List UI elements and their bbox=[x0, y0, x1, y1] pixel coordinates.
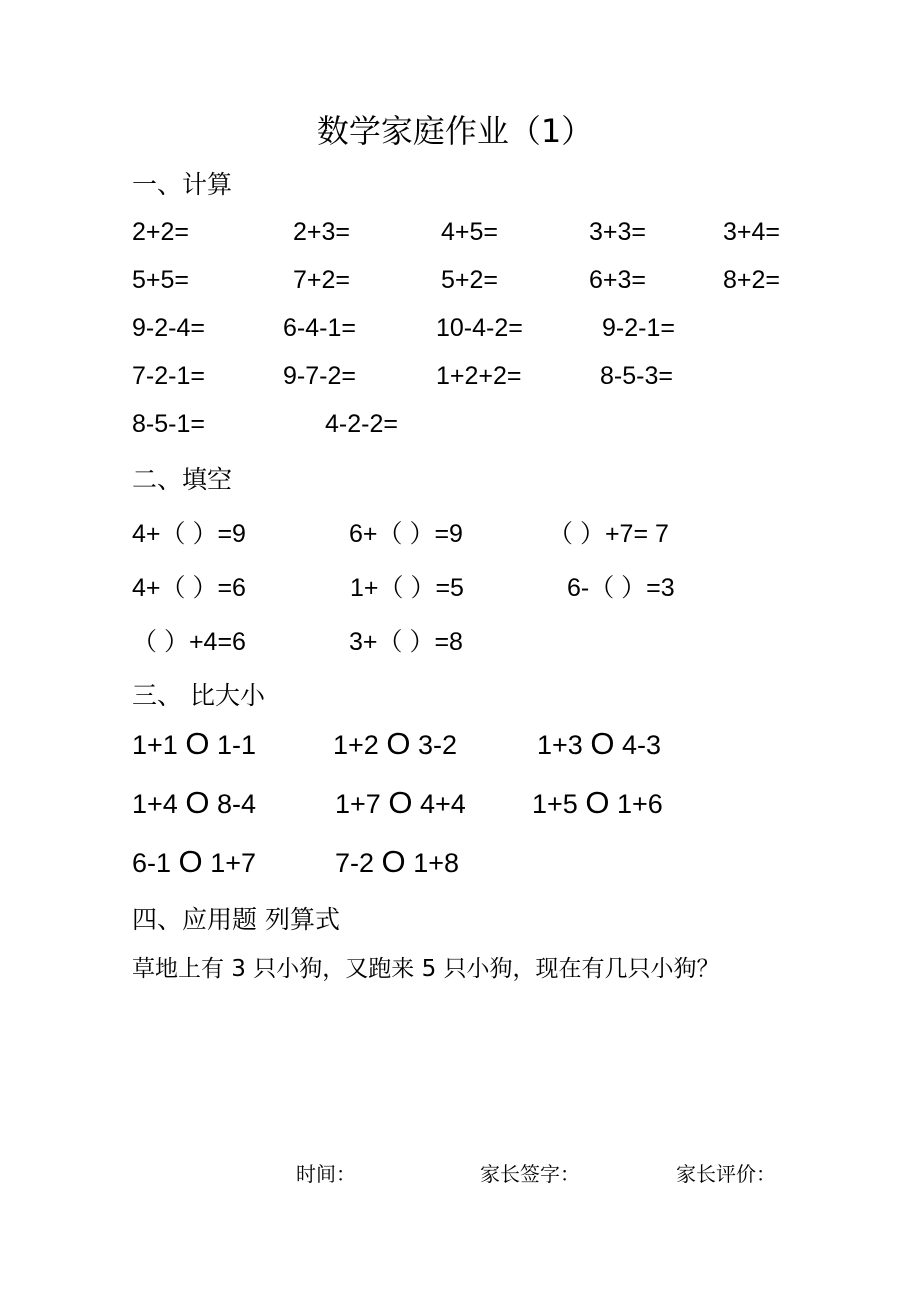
compare-right: 4-3 bbox=[621, 730, 661, 760]
calc-item: 9-2-1= bbox=[602, 314, 675, 342]
calc-item: 2+3= bbox=[293, 218, 351, 246]
footer-time-label: 时间： bbox=[296, 1162, 356, 1186]
compare-right: 8-4 bbox=[216, 789, 256, 819]
calc-item: 8-5-3= bbox=[600, 362, 673, 390]
fill-item: （ ）+7= 7 bbox=[548, 520, 669, 548]
compare-right: 4+4 bbox=[419, 789, 466, 819]
calc-item: 1+2+2= bbox=[436, 362, 522, 390]
compare-item bbox=[132, 726, 256, 762]
calc-item: 2+2= bbox=[132, 218, 190, 246]
compare-right: 1-1 bbox=[216, 730, 256, 760]
compare-left: 1+5 bbox=[532, 789, 578, 819]
calc-item: 6+3= bbox=[589, 266, 647, 294]
compare-circle: O bbox=[386, 726, 411, 761]
fill-item: （ ）+4=6 bbox=[132, 628, 246, 656]
calc-item: 10-4-2= bbox=[436, 314, 523, 342]
compare-right: 1+6 bbox=[616, 789, 663, 819]
section-1-heading: 一、计算 bbox=[132, 170, 233, 199]
compare-circle: O bbox=[185, 726, 210, 761]
page-title: 数学家庭作业（1） bbox=[316, 112, 594, 150]
compare-left: 1+3 bbox=[537, 730, 583, 760]
footer-parent-sign-label: 家长签字： bbox=[480, 1162, 580, 1186]
compare-item bbox=[537, 726, 661, 762]
fill-item: 4+（ ）=6 bbox=[132, 574, 246, 602]
calc-item: 3+4= bbox=[723, 218, 781, 246]
compare-left: 6-1 bbox=[132, 848, 172, 878]
compare-left: 7-2 bbox=[335, 848, 375, 878]
compare-left: 1+7 bbox=[335, 789, 381, 819]
section-4-heading: 四、应用题 列算式 bbox=[132, 905, 340, 934]
compare-circle: O bbox=[185, 785, 210, 820]
compare-circle: O bbox=[388, 785, 413, 820]
calc-item: 7-2-1= bbox=[132, 362, 205, 390]
compare-item bbox=[333, 726, 457, 762]
word-problem: 草地上有 3 只小狗，又跑来 5 只小狗，现在有几只小狗？ bbox=[132, 956, 720, 982]
calc-item: 3+3= bbox=[589, 218, 647, 246]
compare-circle: O bbox=[590, 726, 615, 761]
compare-item bbox=[335, 844, 459, 880]
calc-item: 8-5-1= bbox=[132, 410, 205, 438]
compare-circle: O bbox=[381, 844, 406, 879]
compare-right: 3-2 bbox=[417, 730, 457, 760]
compare-item bbox=[132, 785, 256, 821]
calc-item: 9-2-4= bbox=[132, 314, 205, 342]
fill-item: 1+（ ）=5 bbox=[350, 574, 464, 602]
calc-item: 8+2= bbox=[723, 266, 781, 294]
section-3-heading: 三、 比大小 bbox=[132, 681, 265, 710]
fill-item: 6+（ ）=9 bbox=[349, 520, 463, 548]
footer-parent-eval-label: 家长评价： bbox=[676, 1162, 776, 1186]
calc-item: 7+2= bbox=[293, 266, 351, 294]
calc-item: 5+2= bbox=[441, 266, 499, 294]
calc-item: 5+5= bbox=[132, 266, 190, 294]
compare-left: 1+1 bbox=[132, 730, 178, 760]
calc-item: 9-7-2= bbox=[283, 362, 356, 390]
calc-item: 4+5= bbox=[441, 218, 499, 246]
compare-circle: O bbox=[178, 844, 203, 879]
compare-right: 1+7 bbox=[210, 848, 256, 878]
calc-item: 4-2-2= bbox=[325, 410, 398, 438]
compare-right: 1+8 bbox=[413, 848, 459, 878]
fill-item: 6-（ ）=3 bbox=[567, 574, 675, 602]
compare-left: 1+2 bbox=[333, 730, 379, 760]
calc-item: 6-4-1= bbox=[283, 314, 356, 342]
compare-circle: O bbox=[585, 785, 610, 820]
compare-item bbox=[532, 785, 663, 821]
compare-item bbox=[335, 785, 466, 821]
fill-item: 3+（ ）=8 bbox=[349, 628, 463, 656]
compare-item bbox=[132, 844, 256, 880]
compare-left: 1+4 bbox=[132, 789, 178, 819]
section-2-heading: 二、填空 bbox=[132, 465, 233, 494]
fill-item: 4+（ ）=9 bbox=[132, 520, 246, 548]
